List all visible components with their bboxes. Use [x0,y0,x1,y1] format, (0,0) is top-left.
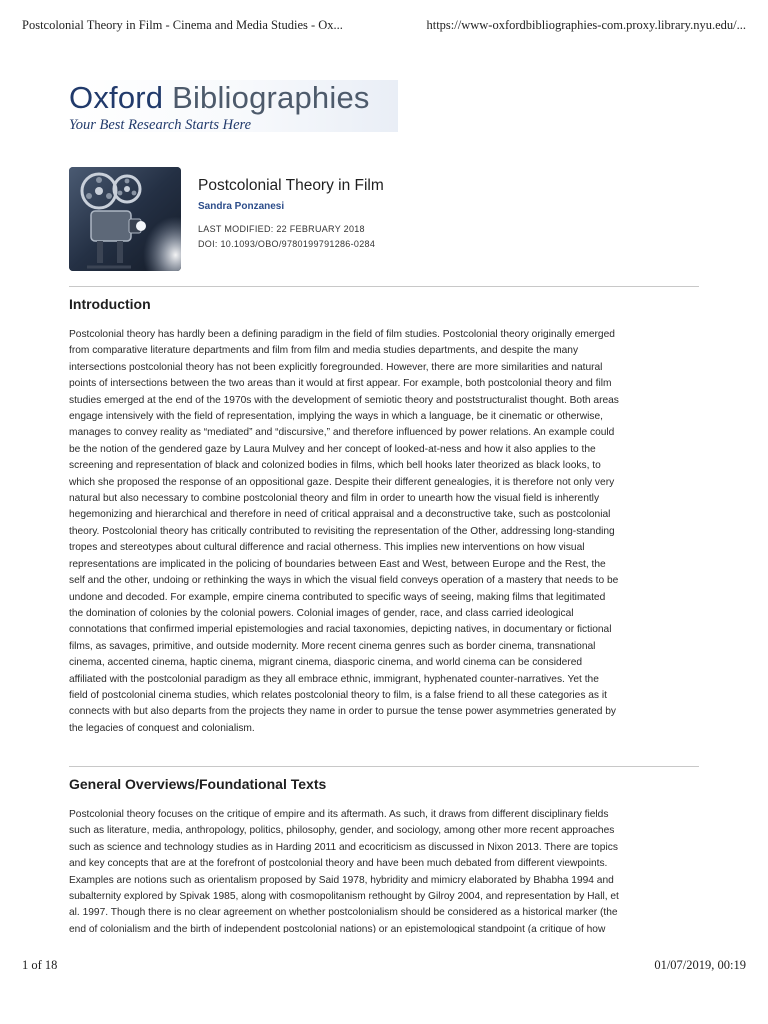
body-line: from comparative literature departments and film from film and media studies departments, and despite the many [69,345,579,357]
body-line: affiliated with the postcolonial paradigm as they all embrace ethnic, immigrant, hyphenated counter-narratives. Yet the [69,673,599,685]
article-author-link[interactable]: Sandra Ponzanesi [198,201,285,212]
body-line: the domination of colonies by the colonial powers. Colonial images of gender, race, and class carried ideological [69,607,574,619]
body-line: manages to convey reality as “mediated” and “discursive,” and therefore influenced by power relations. An example could [69,427,615,439]
body-line: theory. Postcolonial theory has critically contributed to revisiting the representation of the Other, addressing long-standing [69,525,615,537]
body-line: representations are implicated in the policing of boundaries between East and West, between Europe and the Rest, the [69,558,606,570]
body-line: connotations that confirmed imperial epistemologies and racial taxonomies, depicting natives, in documentary or fictional [69,624,612,636]
general-overviews-body [69,807,699,933]
logo-wordmark [69,80,370,116]
body-line: and key concepts that are at the forefront of postcolonial theory and have been much debated from different viewpoints. [69,858,608,870]
body-line: intersections postcolonial theory has not been explicitly foregrounded. However, there are more similarities and natural [69,361,603,373]
body-line: points of intersections between the two areas than it would at first appear. For example, both postcolonial theory and film [69,378,612,390]
body-line: end of colonialism and the birth of independent postcolonial nations) or an epistemological standpoint (a critique of how [69,923,606,933]
body-line: Postcolonial theory has hardly been a defining paradigm in the field of film studies. Postcolonial theory originally emerged [69,329,615,340]
divider [69,286,699,287]
body-line: self and the other, undoing or rethinking the ways in which the visual field conveys operation of a mastery that needs to be [69,575,619,587]
body-line: screening and representation of black and colonized bodies in films, which bell hooks later theorized as black looks, to [69,460,601,472]
body-line: studies emerged at the end of the 1970s with the development of semiotic theory and poststructuralist thought. Both areas [69,394,619,406]
body-line: which she proposed the response of an oppositional gaze. Despite their different genealogies, it is therefore not only very [69,476,615,488]
body-line: Examples are notions such as orientalism proposed by Said 1978, hybridity and mimicry elaborated by Bhabha 1994 and [69,874,614,886]
article-header [198,177,698,252]
body-line: the legacies of conquest and colonialism. [69,722,255,734]
body-line: subalternity explored by Spivak 1985, along with cosmopolitanism rethought by Gilroy 2004, and representation by Hall, et [69,891,619,903]
print-footer [22,958,746,978]
body-line: tropes and stereotypes about cultural difference and racial otherness. This implies new interventions on how visual [69,542,585,554]
body-line: such as science and technology studies as in Harding 2011 and ecocriticism as discussed in Nixon 2013. There are topics [69,841,618,853]
print-datetime: 01/07/2019, 00:19 [654,958,746,972]
body-line: Postcolonial theory focuses on the critique of empire and its aftermath. As such, it draws from different disciplinary fields [69,809,609,820]
body-line: natural but also necessary to combine postcolonial theory and film in order to unearth how the visual field is inherently [69,493,600,505]
body-line: films, as savages, primitive, and outside modernity. More recent cinema genres such as border cinema, transnational [69,640,596,652]
oxford-bibliographies-logo[interactable] [68,80,398,132]
body-line: such as literature, media, anthropology, politics, philosophy, gender, and sociology, among other more recent approaches [69,825,615,837]
divider [69,766,699,767]
article-meta [198,222,698,252]
body-line: engage intensively with the field of representation, implying the ways in which a language, be it cinematic or otherwise, [69,411,604,423]
body-line: al. 1997. Though there is no clear agreement on whether postcolonialism should be considered as a historical marker (the [69,907,618,919]
body-line: field of postcolonial cinema studies, which relates postcolonial theory to film, is a false friend to all these categories as it [69,689,607,701]
section-title-general-overviews: General Overviews/Foundational Texts [69,776,327,792]
logo-tagline: Your Best Research Starts Here [69,117,252,133]
body-line: undone and decoded. For example, empire cinema contributed to specific ways of seeing, making films that legitimated [69,591,606,603]
section-title-introduction: Introduction [69,296,151,312]
film-projector-icon [69,167,181,271]
body-line: be the notion of the gendered gaze by Laura Mulvey and her concept of looked-at-ness and how it also applies to the [69,443,596,455]
body-line: hegemonizing and hierarchical and therefore in need of critical appraisal and a deconstructive take, such as postcolonial [69,509,611,521]
print-header-url[interactable]: https://www-oxfordbibliographies-com.proxy.library.nyu.edu/... [426,18,746,32]
page-number: 1 of 18 [22,958,58,972]
print-header [22,18,746,38]
logo-oxford-text: Oxford [69,80,164,115]
body-line: cinema, accented cinema, haptic cinema, migrant cinema, diasporic cinema, and world cinema can be considered [69,657,583,669]
doi: DOI: 10.1093/OBO/9780199791286-0284 [198,239,376,249]
last-modified: LAST MODIFIED: 22 FEBRUARY 2018 [198,224,365,234]
print-header-title: Postcolonial Theory in Film - Cinema and Media Studies - Ox... [22,18,343,32]
body-line: connects with but also departs from the projects they name in order to pursue the tense power asymmetries generated by [69,706,617,718]
introduction-body [69,327,699,737]
film-projector-image [69,167,181,271]
article-title: Postcolonial Theory in Film [198,177,384,194]
logo-bibliographies-text: Bibliographies [172,80,370,115]
